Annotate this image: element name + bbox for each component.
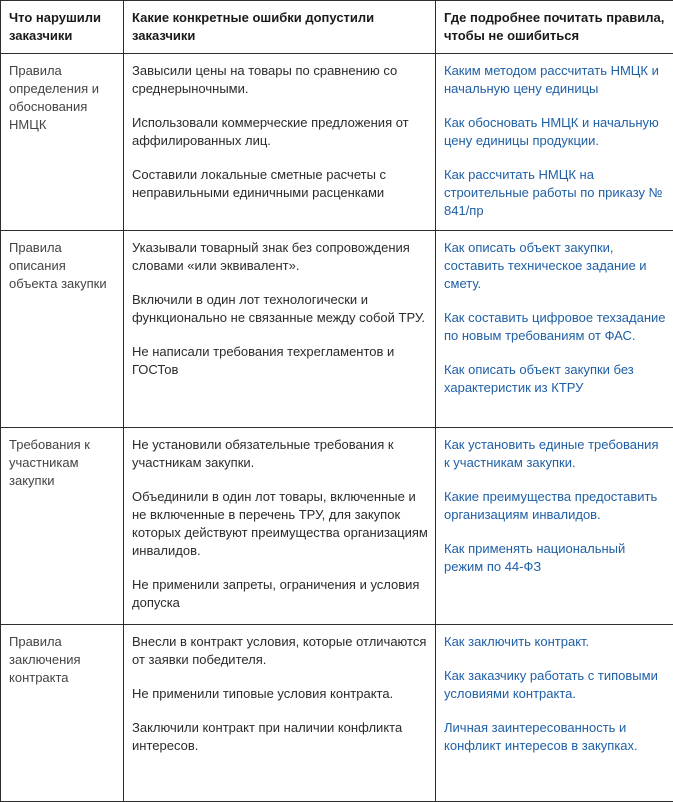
category-cell: Правила заключения контракта xyxy=(1,625,124,802)
table-row xyxy=(1,54,673,231)
article-link[interactable]: Какие преимущества предоставить организациям инвалидов. xyxy=(444,488,667,524)
category-cell: Правила описания объекта закупки xyxy=(1,231,124,428)
error-item: Не применили типовые условия контракта. xyxy=(132,685,429,703)
error-item: Заключили контракт при наличии конфликта интересов. xyxy=(132,719,429,755)
article-link[interactable]: Как установить единые требования к участникам закупки. xyxy=(444,436,667,472)
error-item: Не установили обязательные требования к участникам закупки. xyxy=(132,436,429,472)
errors-cell xyxy=(124,428,436,625)
article-link[interactable]: Как составить цифровое техзадание по новым требованиям от ФАС. xyxy=(444,309,667,345)
article-link[interactable]: Как обосновать НМЦК и начальную цену единицы продукции. xyxy=(444,114,667,150)
header-row xyxy=(1,1,673,54)
article-link[interactable]: Каким методом рассчитать НМЦК и начальную цену единицы xyxy=(444,62,667,98)
table-row xyxy=(1,428,673,625)
article-link[interactable]: Как заказчику работать с типовыми условиями контракта. xyxy=(444,667,667,703)
category-cell: Требования к участникам закупки xyxy=(1,428,124,625)
category-cell: Правила определения и обоснования НМЦК xyxy=(1,54,124,231)
article-link[interactable]: Как применять национальный режим по 44-ФЗ xyxy=(444,540,667,576)
links-cell xyxy=(436,54,673,231)
article-link[interactable]: Как рассчитать НМЦК на строительные работы по приказу № 841/пр xyxy=(444,166,667,220)
error-item: Не написали требования техрегламентов и ГОСТов xyxy=(132,343,429,379)
errors-cell xyxy=(124,54,436,231)
article-link[interactable]: Как описать объект закупки без характеристик из КТРУ xyxy=(444,361,667,397)
errors-cell xyxy=(124,625,436,802)
error-item: Завысили цены на товары по сравнению со среднерыночными. xyxy=(132,62,429,98)
header-errors: Какие конкретные ошибки допустили заказчики xyxy=(124,1,436,54)
errors-cell xyxy=(124,231,436,428)
links-cell xyxy=(436,428,673,625)
error-item: Указывали товарный знак без сопровождения словами «или эквивалент». xyxy=(132,239,429,275)
header-violation: Что нарушили заказчики xyxy=(1,1,124,54)
table-row xyxy=(1,625,673,802)
error-item: Включили в один лот технологически и функционально не связанные между собой ТРУ. xyxy=(132,291,429,327)
error-item: Внесли в контракт условия, которые отличаются от заявки победителя. xyxy=(132,633,429,669)
error-item: Составили локальные сметные расчеты с неправильными единичными расценками xyxy=(132,166,429,202)
error-item: Объединили в один лот товары, включенные и не включенные в перечень ТРУ, для закупок которых действуют преимущества организациям инвалидов. xyxy=(132,488,429,560)
article-link[interactable]: Как заключить контракт. xyxy=(444,633,667,651)
error-item: Использовали коммерческие предложения от аффилированных лиц. xyxy=(132,114,429,150)
article-link[interactable]: Личная заинтересованность и конфликт интересов в закупках. xyxy=(444,719,667,755)
article-link[interactable]: Как описать объект закупки, составить техническое задание и смету. xyxy=(444,239,667,293)
links-cell xyxy=(436,625,673,802)
links-cell xyxy=(436,231,673,428)
header-links: Где подробнее почитать правила, чтобы не ошибиться xyxy=(436,1,673,54)
table-row xyxy=(1,231,673,428)
error-item: Не применили запреты, ограничения и условия допуска xyxy=(132,576,429,612)
